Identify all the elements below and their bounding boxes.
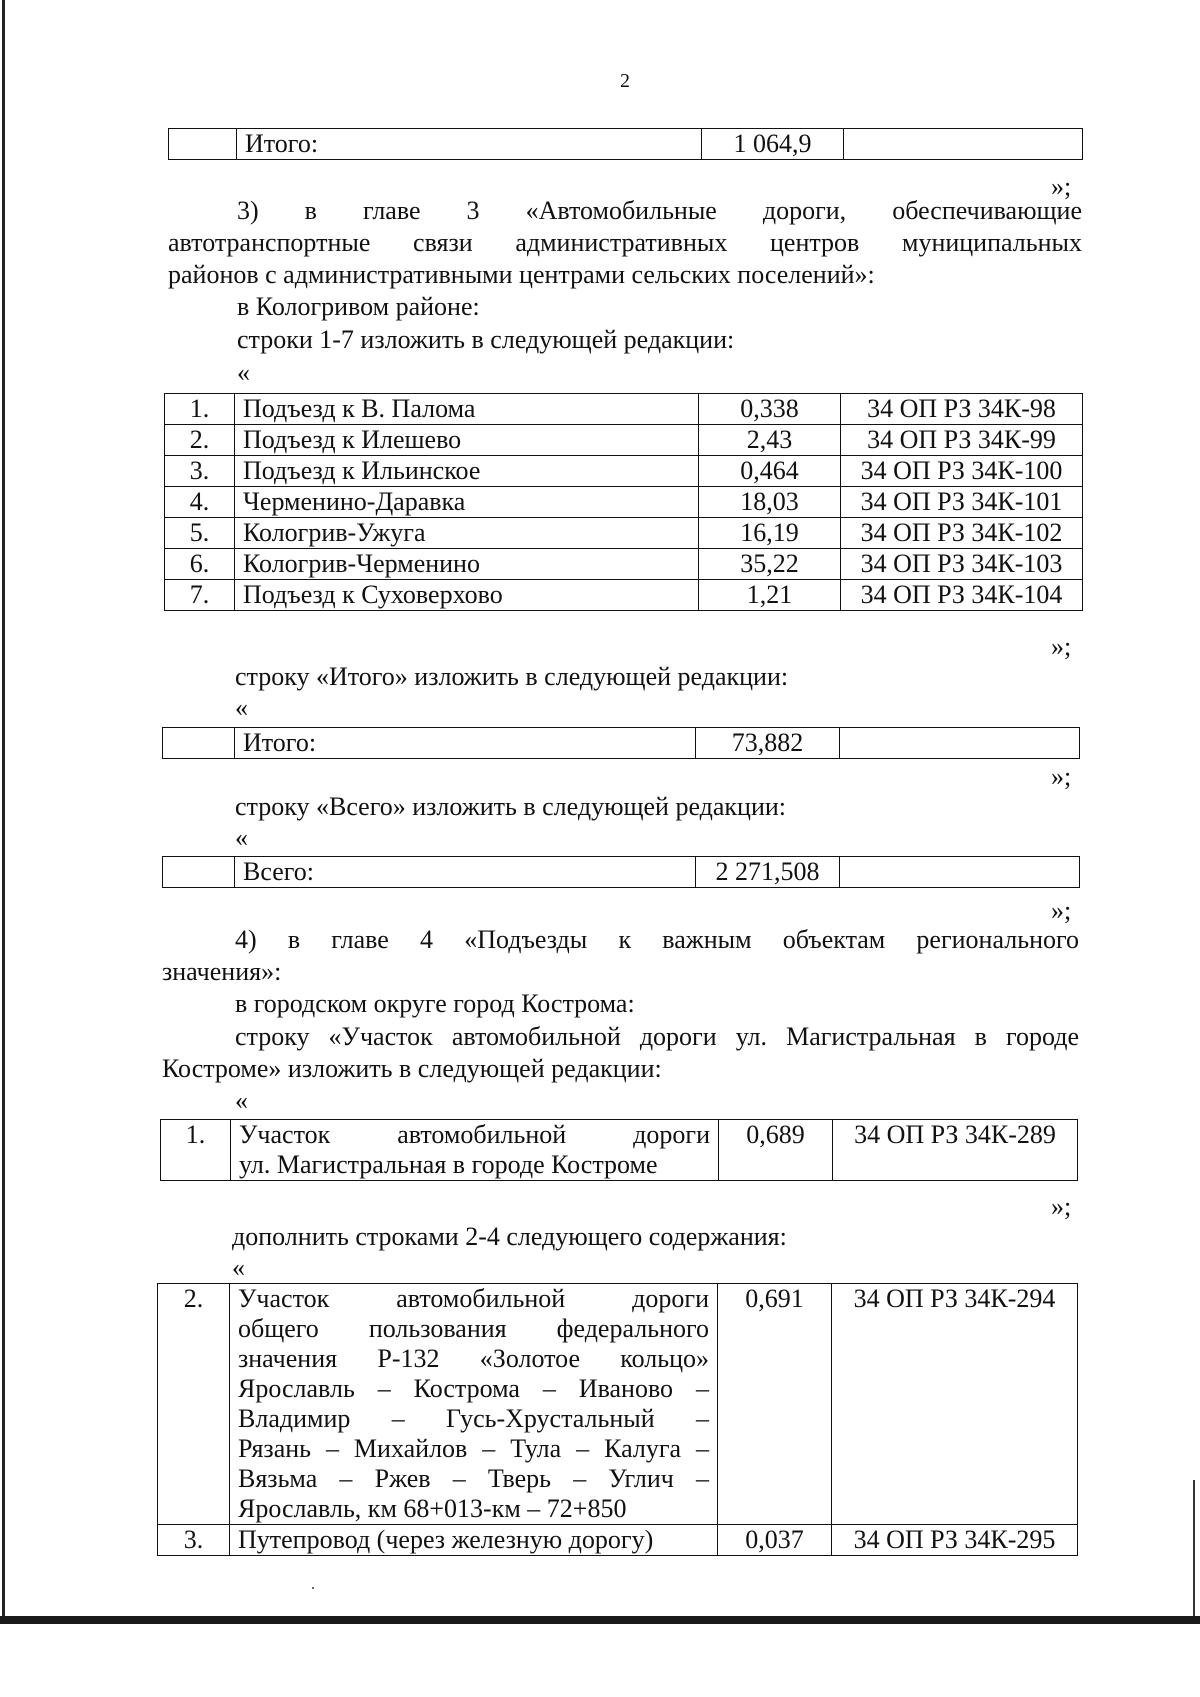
open-quote: « (235, 823, 248, 852)
row-length: 1 064,9 (702, 129, 844, 160)
table-row (165, 487, 1083, 518)
row-code (844, 129, 1083, 160)
row-code: 34 ОП РЗ 34К-100 (841, 456, 1083, 487)
row-number: 4. (165, 487, 235, 518)
table-row (165, 518, 1083, 549)
row-code (840, 857, 1080, 888)
row-name-line: значения Р-132 «Золотое кольцо» (238, 1344, 709, 1373)
close-quote: »; (1051, 762, 1072, 791)
item3-line1: 3) в главе 3 «Автомобильные дороги, обеспечивающие (237, 196, 1082, 225)
row-code: 34 ОП РЗ 34К-289 (833, 1120, 1078, 1181)
row-number: 5. (165, 518, 235, 549)
table-row (165, 549, 1083, 580)
row-number (163, 857, 235, 888)
row-name-line: общего пользования федерального (238, 1314, 709, 1343)
row-code: 34 ОП РЗ 34К-295 (832, 1525, 1078, 1556)
row-code (840, 728, 1080, 759)
row-name-line: Участок автомобильной дороги (238, 1284, 709, 1313)
row-name-line: ул. Магистральная в городе Костроме (239, 1150, 658, 1179)
table-row (165, 580, 1083, 611)
row-number: 2. (158, 1284, 230, 1525)
item4-instruction-add: дополнить строками 2-4 следующего содержания: (232, 1222, 787, 1251)
row-code: 34 ОП РЗ 34К-294 (832, 1284, 1078, 1525)
row-length: 2,43 (699, 425, 841, 456)
row-code: 34 ОП РЗ 34К-104 (841, 580, 1083, 611)
row-code: 34 ОП РЗ 34К-102 (841, 518, 1083, 549)
close-quote: »; (1051, 896, 1072, 925)
row-number (169, 129, 237, 160)
row-name (230, 1284, 718, 1525)
total-table-previous (168, 128, 1083, 160)
row-number: 1. (165, 394, 235, 425)
item4-line1: 4) в главе 4 «Подъезды к важным объектам регионального (235, 925, 1079, 954)
close-quote: »; (1051, 632, 1072, 661)
table-row (163, 728, 1080, 759)
row-length: 73,882 (696, 728, 840, 759)
table-row (158, 1284, 1078, 1525)
table-row (165, 425, 1083, 456)
item4-instruction-line1: строку «Участок автомобильной дороги ул. Магистральная в городе (235, 1022, 1079, 1051)
row-name-line: Рязань – Михайлов – Тула – Калуга – (238, 1434, 709, 1463)
row-length: 0,689 (719, 1120, 833, 1181)
row-name-line: Участок автомобильной дороги (239, 1120, 710, 1149)
row-name: Кологрив-Ужуга (235, 518, 699, 549)
row-length: 18,03 (699, 487, 841, 518)
scan-edge-bottom (0, 1616, 1200, 1624)
open-quote: « (235, 1086, 248, 1115)
open-quote: « (232, 1253, 245, 1282)
row-length: 0,338 (699, 394, 841, 425)
row-name-line: Вязьма – Ржев – Тверь – Углич – (238, 1464, 709, 1493)
item3-instruction-grand: строку «Всего» изложить в следующей редакции: (235, 792, 787, 821)
row-name-line: Владимир – Гусь-Хрустальный – (238, 1404, 709, 1433)
row-name: Всего: (235, 857, 696, 888)
table-row (161, 1120, 1078, 1181)
table-row (165, 456, 1083, 487)
row-number: 7. (165, 580, 235, 611)
table-row (163, 857, 1080, 888)
row-number: 2. (165, 425, 235, 456)
row-number: 6. (165, 549, 235, 580)
item3-line2: автотранспортные связи административных центров муниципальных (168, 228, 1082, 257)
row-name-line: Ярославль, км 68+013-км – 72+850 (238, 1494, 627, 1523)
row-length: 1,21 (699, 580, 841, 611)
open-quote: « (235, 693, 248, 722)
item3-district: в Кологривом районе: (237, 292, 480, 321)
close-quote: »; (1051, 1192, 1072, 1221)
close-quote: »; (1051, 172, 1072, 201)
item3-line3: районов с административными центрами сельских поселений»: (168, 260, 875, 289)
row-name: Итого: (237, 129, 702, 160)
row-length: 35,22 (699, 549, 841, 580)
page-number: 2 (620, 70, 630, 92)
table-row (158, 1525, 1078, 1556)
row-code: 34 ОП РЗ 34К-98 (841, 394, 1083, 425)
row-name (231, 1120, 719, 1181)
grand-total-table (162, 856, 1080, 888)
row-code: 34 ОП РЗ 34К-101 (841, 487, 1083, 518)
item3-instruction-total: строку «Итого» изложить в следующей редакции: (235, 662, 789, 691)
item4-instruction-line2: Костроме» изложить в следующей редакции: (162, 1054, 662, 1083)
row-name: Путепровод (через железную дорогу) (230, 1525, 718, 1556)
row-number (163, 728, 235, 759)
kostroma-table-row1 (160, 1119, 1078, 1181)
row-number: 3. (158, 1525, 230, 1556)
scan-speck (312, 1587, 314, 1589)
row-name: Черменино-Даравка (235, 487, 699, 518)
scan-edge-left (2, 0, 5, 1620)
kostroma-table-additions (157, 1283, 1078, 1556)
scan-edge-right (1193, 1480, 1195, 1620)
row-name: Подъезд к Илешево (235, 425, 699, 456)
row-code: 34 ОП РЗ 34К-103 (841, 549, 1083, 580)
table-row (169, 129, 1083, 160)
item3-instruction-rows: строки 1-7 изложить в следующей редакции: (237, 325, 735, 354)
row-code: 34 ОП РЗ 34К-99 (841, 425, 1083, 456)
row-number: 3. (165, 456, 235, 487)
row-length: 0,691 (718, 1284, 832, 1525)
row-name: Кологрив-Черменино (235, 549, 699, 580)
item4-line2: значения»: (162, 957, 282, 986)
row-name: Итого: (235, 728, 696, 759)
row-name-line: Ярославль – Кострома – Иваново – (238, 1374, 709, 1403)
roads-table (164, 393, 1083, 611)
open-quote: « (237, 358, 250, 387)
row-name: Подъезд к Суховерхово (235, 580, 699, 611)
row-number: 1. (161, 1120, 231, 1181)
row-length: 2 271,508 (696, 857, 840, 888)
row-name: Подъезд к Ильинское (235, 456, 699, 487)
row-name: Подъезд к В. Палома (235, 394, 699, 425)
row-length: 16,19 (699, 518, 841, 549)
table-row (165, 394, 1083, 425)
row-length: 0,037 (718, 1525, 832, 1556)
item4-district: в городском округе город Кострома: (235, 989, 635, 1018)
row-length: 0,464 (699, 456, 841, 487)
total-table (162, 727, 1080, 759)
